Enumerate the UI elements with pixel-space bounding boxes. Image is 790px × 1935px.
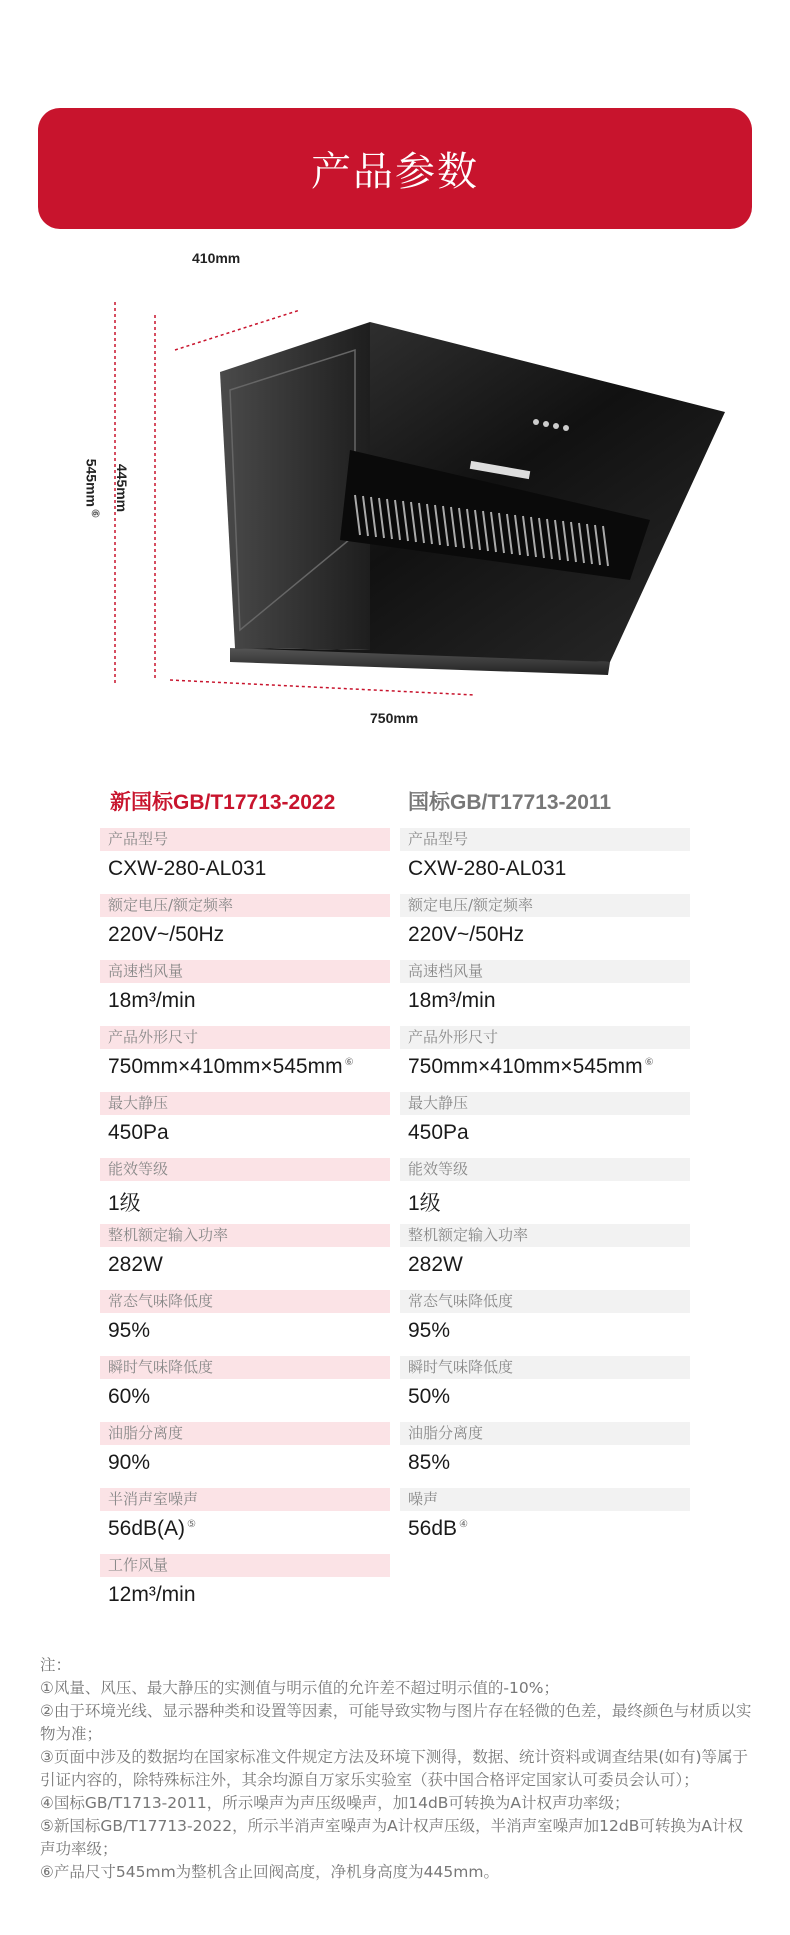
spec-value: 750mm×410mm×545mm ⑥ [408, 1055, 654, 1078]
spec-row [400, 828, 690, 894]
spec-label: 能效等级 [400, 1158, 690, 1181]
spec-value: 90% [108, 1451, 151, 1474]
spec-row [100, 960, 390, 1026]
spec-row [100, 894, 390, 960]
footnote-mark: ⑤ [187, 1519, 197, 1530]
spec-row [400, 1026, 690, 1092]
spec-row [100, 1224, 390, 1290]
dimension-total-height-label: 545mm⑥ [83, 458, 100, 518]
spec-value: 85% [408, 1451, 451, 1474]
spec-label: 高速档风量 [400, 960, 690, 983]
spec-row [100, 1158, 390, 1224]
spec-value: 1级 [408, 1192, 441, 1215]
spec-value: 282W [408, 1253, 463, 1276]
spec-row [400, 1224, 690, 1290]
footnote-line: ④国标GB/T1713-2011，所示噪声为声压级噪声，加14dB可转换为A计权声功率级； [40, 1794, 630, 1812]
footnotes [40, 1654, 752, 1884]
spec-label: 油脂分离度 [100, 1422, 390, 1445]
spec-value: 220V~/50Hz [408, 923, 525, 946]
spec-label: 常态气味降低度 [100, 1290, 390, 1313]
footnote-line: ②由于环境光线、显示器种类和设置等因素，可能导致实物与图片存在轻微的色差，最终颜色与材质以实物为准； [40, 1702, 752, 1743]
new-standard-spec-list [100, 828, 390, 1620]
spec-label: 能效等级 [100, 1158, 390, 1181]
spec-row [400, 1092, 690, 1158]
spec-value: 56dB ④ [408, 1517, 469, 1540]
spec-row [400, 960, 690, 1026]
spec-row [100, 1092, 390, 1158]
spec-value: 95% [408, 1319, 451, 1342]
spec-row [100, 828, 390, 894]
spec-value: 56dB(A) ⑤ [108, 1517, 197, 1540]
spec-value: 18m³/min [108, 989, 196, 1012]
footnote-mark: ⑥ [644, 1057, 654, 1068]
spec-row [100, 1026, 390, 1092]
spec-label: 整机额定输入功率 [400, 1224, 690, 1247]
spec-row [100, 1422, 390, 1488]
spec-row [400, 1422, 690, 1488]
spec-label: 产品型号 [100, 828, 390, 851]
spec-label: 产品外形尺寸 [400, 1026, 690, 1049]
spec-value: 60% [108, 1385, 151, 1408]
footnote-line: ⑥产品尺寸545mm为整机含止回阀高度，净机身高度为445mm。 [40, 1863, 499, 1881]
spec-value: 18m³/min [408, 989, 496, 1012]
spec-row [400, 1488, 690, 1554]
spec-value: 282W [108, 1253, 163, 1276]
spec-label: 噪声 [400, 1488, 690, 1511]
spec-label: 瞬时气味降低度 [100, 1356, 390, 1379]
new-standard-title: 新国标GB/T17713-2022 [110, 791, 336, 814]
dimension-depth-label: 410mm [192, 250, 241, 266]
spec-value: CXW-280-AL031 [108, 857, 267, 880]
spec-value: 450Pa [108, 1121, 169, 1144]
spec-value: 750mm×410mm×545mm ⑥ [108, 1055, 354, 1078]
spec-value: 1级 [108, 1192, 141, 1215]
page-title: 产品参数 [311, 149, 479, 195]
spec-row [400, 1356, 690, 1422]
old-standard-title: 国标GB/T17713-2011 [408, 791, 612, 814]
dimension-width-label: 750mm [370, 710, 419, 726]
footnote-line: ③页面中涉及的数据均在国家标准文件规定方法及环境下测得，数据、统计资料或调查结果(如有)等属于引证内容的，除特殊标注外，其余均源自万家乐实验室（获中国合格评定国家认可委员会认可）； [40, 1748, 748, 1789]
spec-label: 产品外形尺寸 [100, 1026, 390, 1049]
footnote-mark: ④ [459, 1519, 469, 1530]
dimension-body-height-label: 445mm [114, 463, 131, 513]
spec-label: 常态气味降低度 [400, 1290, 690, 1313]
spec-row [100, 1356, 390, 1422]
spec-row [100, 1554, 390, 1620]
spec-value: 95% [108, 1319, 151, 1342]
old-standard-spec-list [400, 828, 690, 1554]
spec-label: 产品型号 [400, 828, 690, 851]
footnote-line: 注： [40, 1656, 72, 1674]
footnote-mark: ⑥ [344, 1057, 354, 1068]
spec-value: 450Pa [408, 1121, 469, 1144]
spec-value: CXW-280-AL031 [408, 857, 567, 880]
spec-value: 50% [408, 1385, 451, 1408]
spec-row [400, 1158, 690, 1224]
spec-label: 油脂分离度 [400, 1422, 690, 1445]
spec-label: 工作风量 [100, 1554, 390, 1577]
spec-label: 额定电压/额定频率 [400, 894, 690, 917]
spec-value: 220V~/50Hz [108, 923, 225, 946]
spec-row [400, 1290, 690, 1356]
spec-row [100, 1488, 390, 1554]
spec-value: 12m³/min [108, 1583, 196, 1606]
footnote-line: ⑤新国标GB/T17713-2022，所示半消声室噪声为A计权声压级，半消声室噪声加12dB可转换为A计权声功率级； [40, 1817, 743, 1858]
spec-label: 半消声室噪声 [100, 1488, 390, 1511]
footnote-line: ①风量、风压、最大静压的实测值与明示值的允许差不超过明示值的-10%； [40, 1679, 559, 1697]
spec-label: 瞬时气味降低度 [400, 1356, 690, 1379]
spec-label: 最大静压 [100, 1092, 390, 1115]
range-hood-illustration [83, 250, 730, 740]
spec-label: 整机额定输入功率 [100, 1224, 390, 1247]
spec-row [100, 1290, 390, 1356]
spec-label: 额定电压/额定频率 [100, 894, 390, 917]
spec-label: 最大静压 [400, 1092, 690, 1115]
range-hood-image [110, 290, 730, 740]
spec-label: 高速档风量 [100, 960, 390, 983]
title-banner [38, 108, 752, 229]
spec-row [400, 894, 690, 960]
